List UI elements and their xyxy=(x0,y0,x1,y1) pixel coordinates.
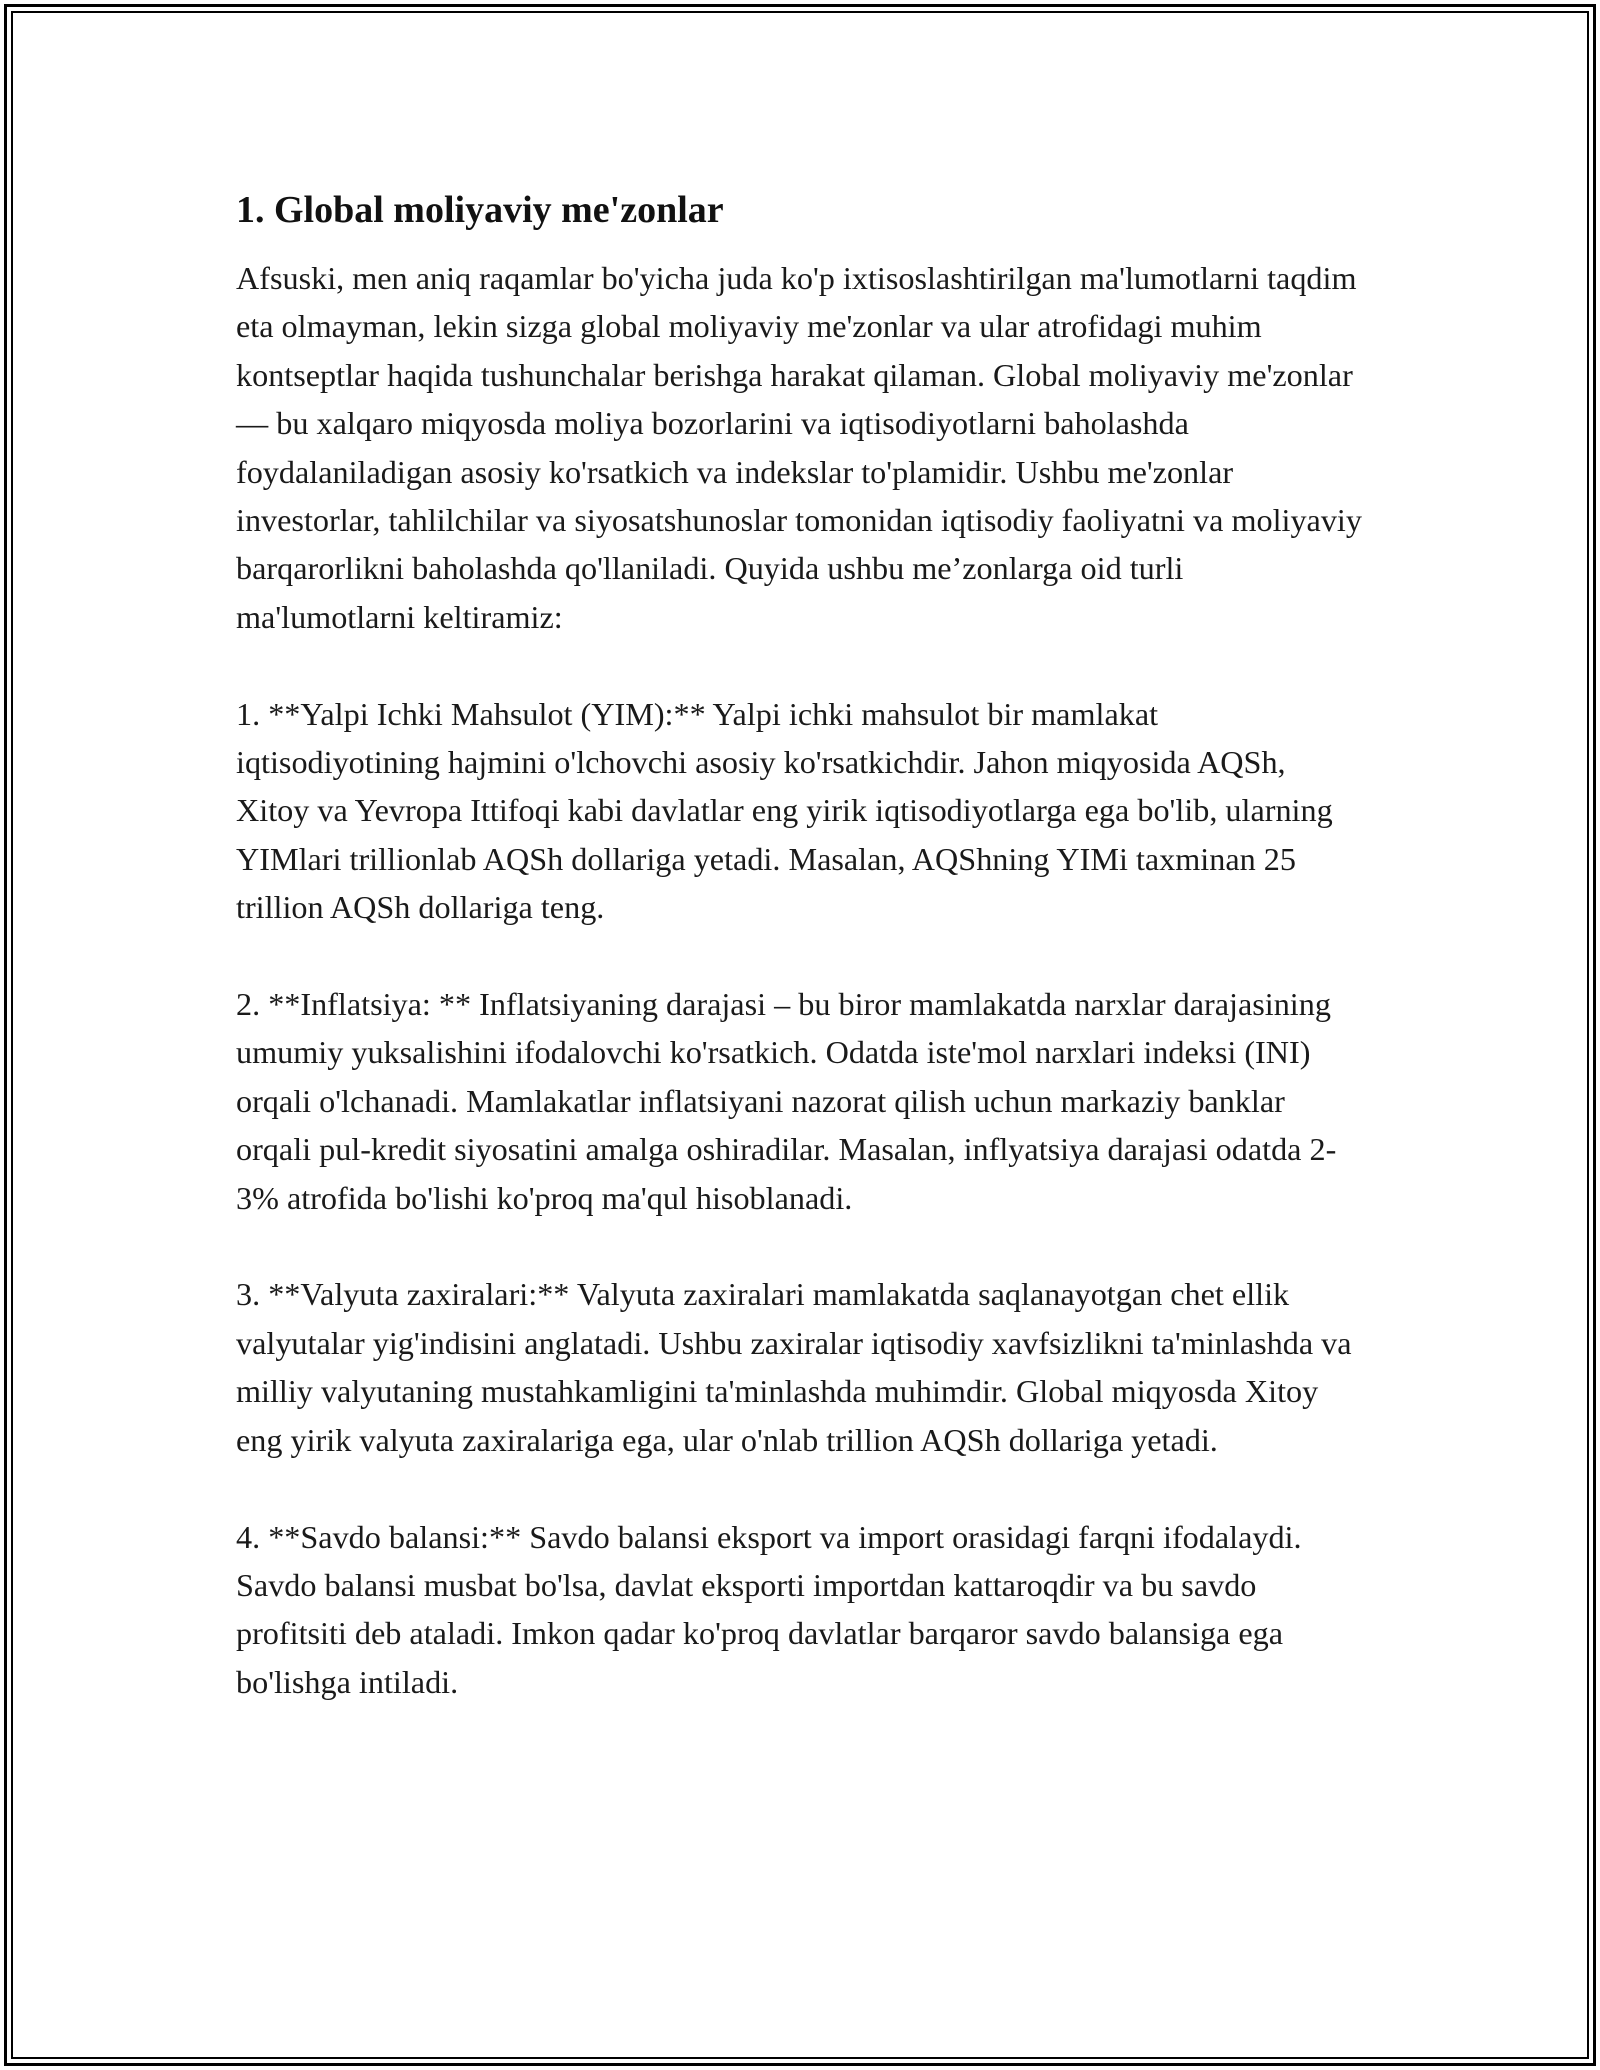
document-title: 1. Global moliyaviy me'zonlar xyxy=(236,189,724,231)
paragraph-currency-reserves: 3. **Valyuta zaxiralari:** Valyuta zaxiralari mamlakatda saqlanayotgan chet ellik valyutalar yig'indisini anglatadi. Ushbu zaxiralar iqtisodiy xavfsizlikni ta'minlashda va milliy valyutaning mustahkamligini ta'minlashda muhimdir. Global miqyosda Xitoy eng yirik valyuta zaxiralariga ega, ular o'nlab trillion AQSh dollariga yetadi. xyxy=(236,1276,1352,1458)
document-body xyxy=(236,186,1366,1706)
paragraph-trade-balance: 4. **Savdo balansi:** Savdo balansi eksport va import orasidagi farqni ifodalaydi. Savdo balansi musbat bo'lsa, davlat eksporti importdan kattaroqdir va bu savdo profitsiti deb ataladi. Imkon qadar ko'proq davlatlar barqaror savdo balansiga ega bo'lishga intiladi. xyxy=(236,1518,1302,1700)
paragraph-gdp: 1. **Yalpi Ichki Mahsulot (YIM):** Yalpi ichki mahsulot bir mamlakat iqtisodiyotining hajmini o'lchovchi asosiy ko'rsatkichdir. Jahon miqyosida AQSh, Xitoy va Yevropa Ittifoqi kabi davlatlar eng yirik iqtisodiyotlarga ega bo'lib, ularning YIMlari trillionlab AQSh dollariga yetadi. Masalan, AQShning YIMi taxminan 25 trillion AQSh dollariga teng. xyxy=(236,695,1333,926)
intro-paragraph: Afsuski, men aniq raqamlar bo'yicha juda ko'p ixtisoslashtirilgan ma'lumotlarni taqdim eta olmayman, lekin sizga global moliyaviy me'zonlar va ular atrofidagi muhim kontseptlar haqida tushunchalar berishga harakat qilaman. Global moliyaviy me'zonlar — bu xalqaro miqyosda moliya bozorlarini va iqtisodiyotlarni baholashda foydalaniladigan asosiy ko'rsatkich va indekslar to'plamidir. Ushbu me'zonlar investorlar, tahlilchilar va siyosatshunoslar tomonidan iqtisodiy faoliyatni va moliyaviy barqarorlikni baholashda qo'llaniladi. Quyida ushbu me’zonlarga oid turli ma'lumotlarni keltiramiz: xyxy=(236,260,1362,635)
paragraph-inflation: 2. **Inflatsiya: ** Inflatsiyaning darajasi – bu biror mamlakatda narxlar darajasining umumiy yuksalishini ifodalovchi ko'rsatkich. Odatda iste'mol narxlari indeksi (INI) orqali o'lchanadi. Mamlakatlar inflatsiyani nazorat qilish uchun markaziy banklar orqali pul-kredit siyosatini amalga oshiradilar. Masalan, inflyatsiya darajasi odatda 2-3% atrofida bo'lishi ko'proq ma'qul hisoblanadi. xyxy=(236,986,1337,1216)
